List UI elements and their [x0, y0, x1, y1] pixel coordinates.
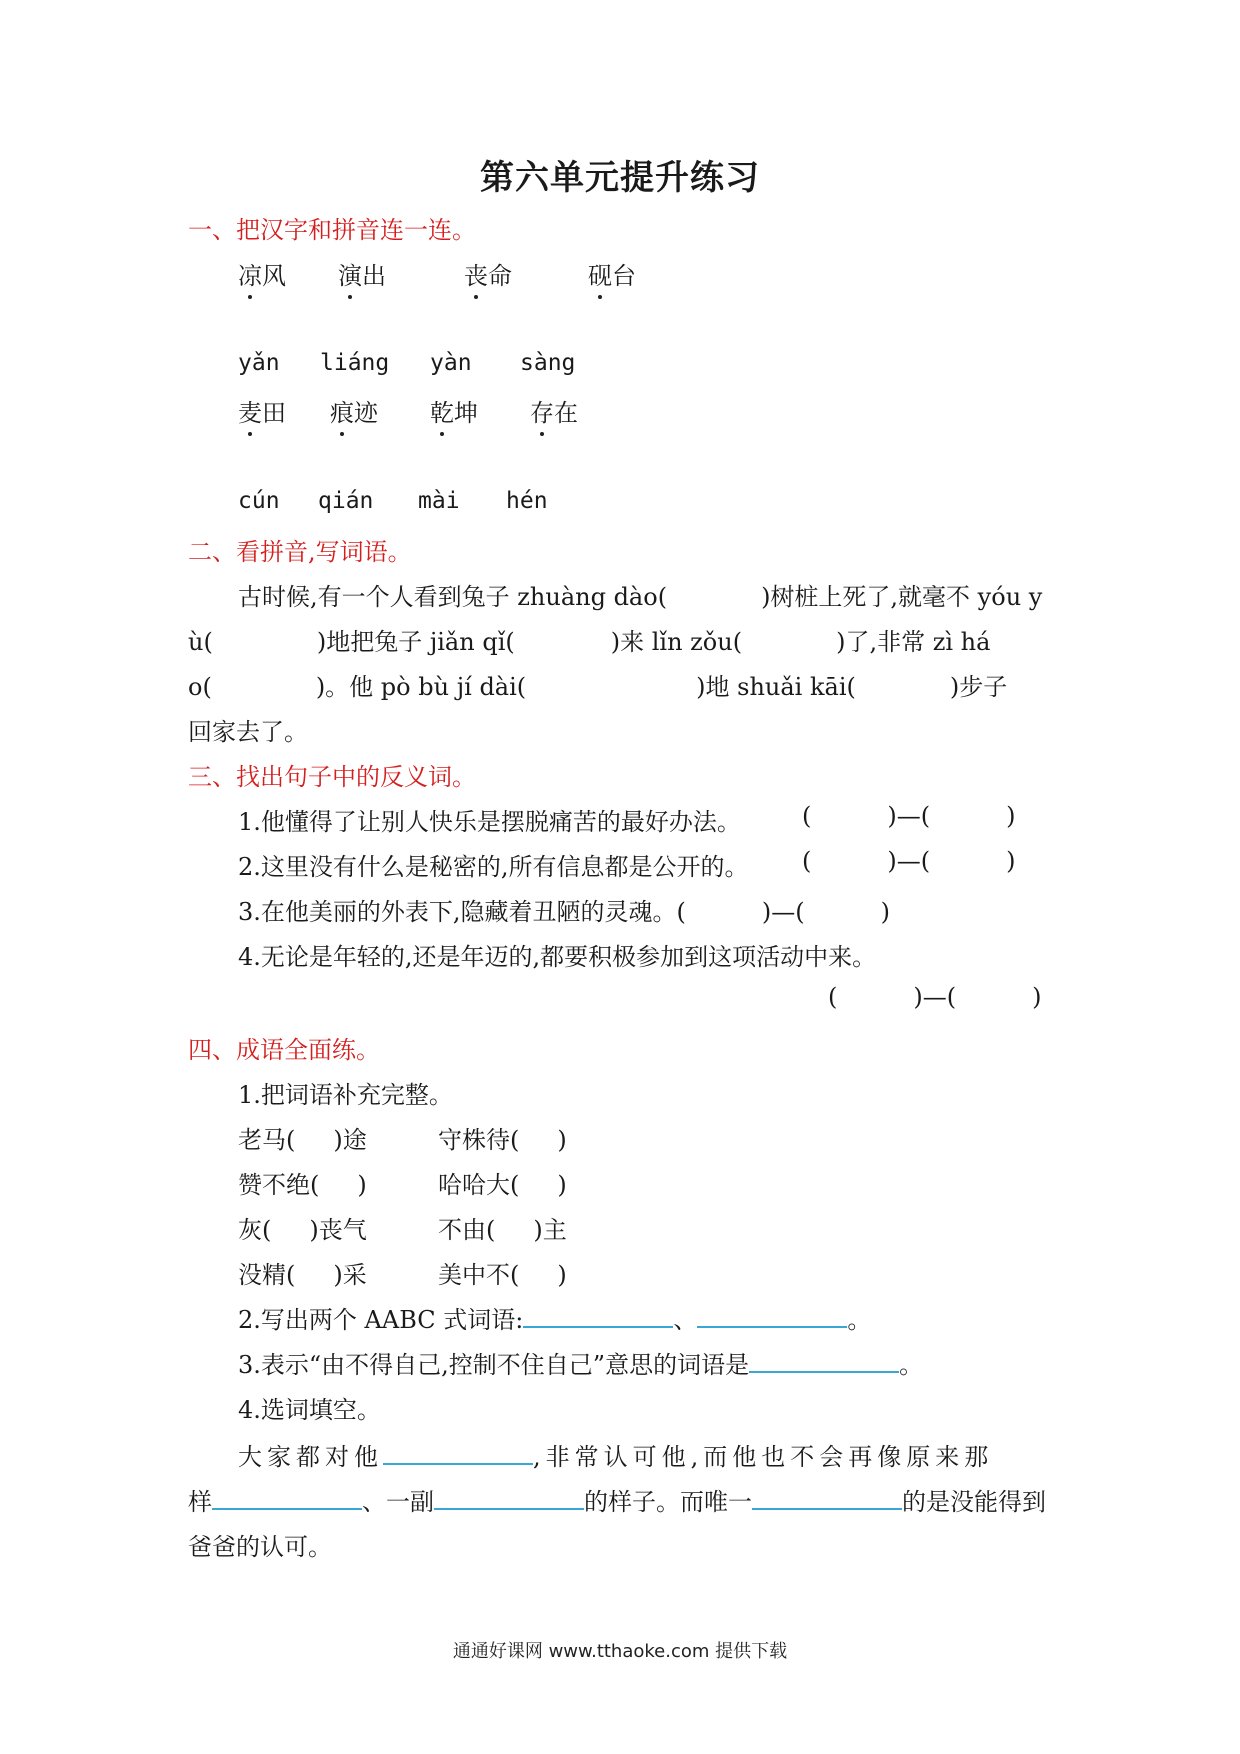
word-card: 凉风 [238, 256, 286, 291]
fill-line[interactable] [697, 1300, 847, 1328]
subquestion-4: 4.选词填空。 [238, 1396, 381, 1424]
pinyin-option: qián [318, 488, 374, 514]
fill-text-line-1: 大家都对他 ,非常认可他,而他也不会再像原来那 [238, 1437, 993, 1472]
pinyin-option: cún [238, 488, 280, 514]
pinyin-option: mài [418, 488, 460, 514]
antonym-blanks[interactable]: ( )—( ) [802, 802, 1016, 830]
word-card: 麦田 [238, 393, 286, 428]
idiom-item: 不由( )主 [438, 1216, 567, 1244]
pinyin-option: liáng [320, 350, 390, 376]
antonym-blanks[interactable]: ( )—( ) [828, 983, 1042, 1011]
question-text: 1.他懂得了让别人快乐是摆脱痛苦的最好办法。 [238, 808, 741, 836]
idiom-item: 守株待( ) [438, 1126, 567, 1154]
passage-line-4: 回家去了。 [188, 718, 308, 746]
footer-credit: 通通好课网 www.tthaoke.com 提供下载 [452, 1641, 788, 1662]
word-card: 丧命 [464, 256, 512, 291]
idiom-item: 老马( )途 [238, 1126, 367, 1154]
pinyin-option: sàng [520, 350, 576, 376]
idiom-item: 赞不绝( ) [238, 1171, 367, 1199]
subquestion-3: 3.表示“由不得自己,控制不住自己”意思的词语是 。 [238, 1345, 923, 1380]
pinyin-option: hén [506, 488, 548, 514]
word-card: 乾坤 [430, 393, 478, 428]
question-text: 4.无论是年轻的,还是年迈的,都要积极参加到这项活动中来。 [238, 943, 877, 971]
word-card: 砚台 [588, 256, 636, 291]
fill-line[interactable] [749, 1345, 899, 1373]
passage-line-1: 古时候,有一个人看到兔子 zhuàng dào( )树桩上死了,就毫不 yóu y [238, 583, 1043, 611]
idiom-item: 灰( )丧气 [238, 1216, 367, 1244]
section-1-heading: 一、把汉字和拼音连一连。 [188, 216, 476, 244]
passage-line-2: ù( )地把兔子 jiǎn qǐ( )来 lǐn zǒu( )了,非常 zì há [188, 628, 991, 656]
section-2-heading: 二、看拼音,写词语。 [188, 538, 412, 566]
section-3-heading: 三、找出句子中的反义词。 [188, 763, 476, 791]
passage-line-3: o( )。他 pò bù jí dài( )地 shuǎi kāi( )步子 [188, 673, 1008, 701]
idiom-item: 美中不( ) [438, 1261, 567, 1289]
fill-line[interactable] [752, 1482, 902, 1510]
fill-text-line-2: 样 、一副 的样子。而唯一 的是没能得到 [188, 1482, 1046, 1517]
fill-line[interactable] [383, 1437, 533, 1465]
fill-line[interactable] [523, 1300, 673, 1328]
subquestion-2: 2.写出两个 AABC 式词语: 、 。 [238, 1300, 871, 1335]
pinyin-option: yàn [430, 350, 472, 376]
fill-text-line-3: 爸爸的认可。 [188, 1533, 332, 1561]
word-card: 痕迹 [330, 393, 378, 428]
fill-line[interactable] [434, 1482, 584, 1510]
idiom-item: 没精( )采 [238, 1261, 367, 1289]
page-title: 第六单元提升练习 [480, 158, 760, 198]
idiom-item: 哈哈大( ) [438, 1171, 567, 1199]
question-text: 3.在他美丽的外表下,隐藏着丑陋的灵魂。( )—( ) [238, 898, 891, 926]
antonym-blanks[interactable]: ( )—( ) [802, 847, 1016, 875]
pinyin-option: yǎn [238, 350, 280, 376]
subquestion-1: 1.把词语补充完整。 [238, 1081, 453, 1109]
word-card: 演出 [338, 256, 386, 291]
section-4-heading: 四、成语全面练。 [188, 1036, 380, 1064]
word-card: 存在 [530, 393, 578, 428]
fill-line[interactable] [212, 1482, 362, 1510]
question-text: 2.这里没有什么是秘密的,所有信息都是公开的。 [238, 853, 749, 881]
